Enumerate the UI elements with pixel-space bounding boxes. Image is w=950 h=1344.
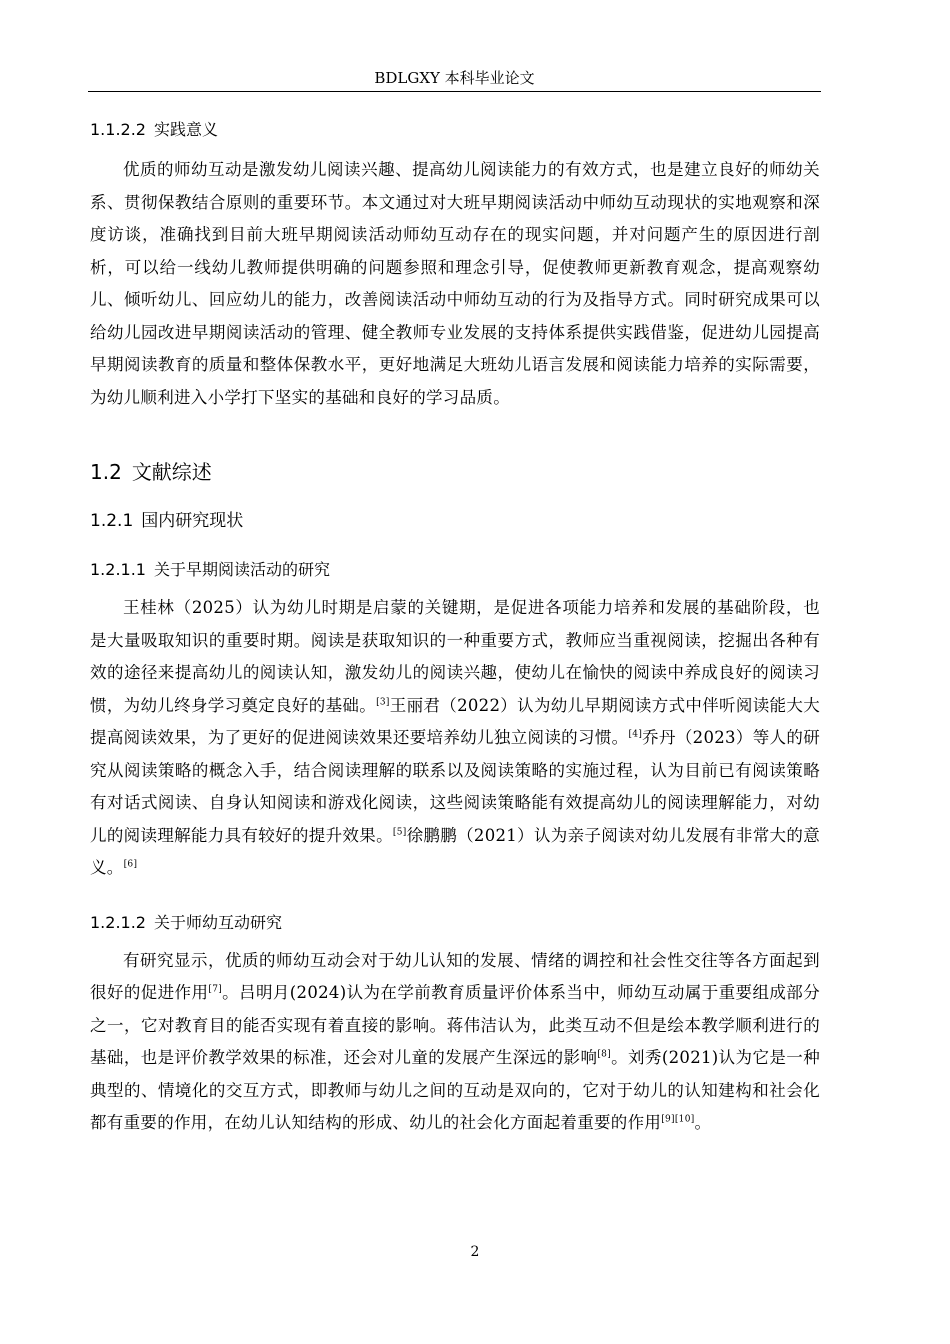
heading-number: 1.1.2.2 bbox=[90, 120, 146, 139]
running-header: BDLGXY 本科毕业论文 bbox=[374, 69, 535, 87]
text-segment: 乔丹（2023）等人的研究从阅读策略的概念入手，结合阅读理解的联系以及阅读策略的实施过程，认为目前已有阅读策略有对话式阅读、自身认知阅读和游戏化阅读，这些阅读策略能有效提高幼儿的阅读理解能力，对幼儿的阅读理解能力具有较好的提升效果。 bbox=[90, 728, 820, 845]
citation: [6] bbox=[123, 859, 138, 870]
citation: [9][10] bbox=[661, 1114, 695, 1125]
heading-number: 1.2 bbox=[90, 460, 122, 484]
text-segment: 。 bbox=[694, 1113, 712, 1132]
page-content bbox=[90, 112, 820, 1140]
heading-1-2-1-1 bbox=[90, 552, 820, 588]
paragraph-teacher-child-interaction bbox=[90, 945, 820, 1140]
header-rule bbox=[88, 91, 821, 92]
citation: [7] bbox=[208, 984, 223, 995]
heading-number: 1.2.1.2 bbox=[90, 912, 146, 932]
heading-title: 实践意义 bbox=[153, 120, 218, 139]
paragraph-early-reading bbox=[90, 592, 820, 885]
text-segment: 徐鹏鹏（2021）认为亲子阅读对幼儿发展有非常大的意义。 bbox=[90, 825, 820, 877]
heading-title: 文献综述 bbox=[131, 460, 212, 484]
heading-1-1-2-2 bbox=[90, 112, 820, 148]
heading-title: 国内研究现状 bbox=[141, 511, 244, 531]
citation: [3] bbox=[376, 697, 390, 707]
heading-1-2-1-2 bbox=[90, 905, 820, 941]
paragraph-practical-significance: 优质的师幼互动是激发幼儿阅读兴趣、提高幼儿阅读能力的有效方式，也是建立良好的师幼关系、贯彻保教结合原则的重要环节。本文通过对大班早期阅读活动中师幼互动现状的实地观察和深度访谈，准确找到目前大班早期阅读活动师幼互动存在的现实问题，并对问题产生的原因进行剖析，可以给一线幼儿教师提供明确的问题参照和理念引导，促使教师更新教育观念，提高观察幼儿、倾听幼儿、回应幼儿的能力，改善阅读活动中师幼互动的行为及指导方式。同时研究成果可以给幼儿园改进早期阅读活动的管理、健全教师专业发展的支持体系提供实践借鉴，促进幼儿园提高早期阅读教育的质量和整体保教水平，更好地满足大班幼儿语言发展和阅读能力培养的实际需要，为幼儿顺利进入小学打下坚实的基础和良好的学习品质。 bbox=[90, 160, 820, 407]
text-segment: 有研究显示，优质的师幼互动会对于幼儿认知的发展、情绪的调控和社会性交往等各方面起到很好的促进作用 bbox=[90, 950, 820, 1002]
citation: [4] bbox=[628, 729, 643, 740]
heading-title: 关于早期阅读活动的研究 bbox=[153, 560, 330, 579]
heading-number: 1.2.1.1 bbox=[90, 560, 146, 579]
heading-title: 关于师幼互动研究 bbox=[153, 912, 282, 932]
heading-1-2-1 bbox=[90, 502, 820, 540]
text-segment: 王桂林（2025）认为幼儿时期是启蒙的关键期，是促进各项能力培养和发展的基础阶段，也是大量吸取知识的重要时期。阅读是获取知识的一种重要方式，教师应当重视阅读，挖掘出各种有效的途径来提高幼儿的阅读认知，激发幼儿的阅读兴趣，使幼儿在愉快的阅读中养成良好的阅读习惯，为幼儿终身学习奠定良好的基础。 bbox=[90, 598, 820, 715]
heading-1-2 bbox=[90, 452, 820, 492]
text-segment: 。吕明月(2024)认为在学前教育质量评价体系当中，师幼互动属于重要组成部分之一，它对教育目的能否实现有着直接的影响。蒋伟洁认为，此类互动不但是绘本教学顺利进行的基础，也是评价教学效果的标准，还会对儿童的发展产生深远的影响 bbox=[90, 983, 820, 1067]
citation: [8] bbox=[597, 1049, 612, 1060]
heading-number: 1.2.1 bbox=[90, 511, 134, 531]
page-number: 2 bbox=[470, 1244, 480, 1260]
text-segment: 。刘秀(2021)认为它是一种典型的、情境化的交互方式，即教师与幼儿之间的互动是双向的，它对于幼儿的认知建构和社会化都有重要的作用，在幼儿认知结构的形成、幼儿的社会化方面起着重要的作用 bbox=[90, 1048, 820, 1132]
text-segment: 王丽君（2022）认为幼儿早期阅读方式中伴听阅读能大大提高阅读效果，为了更好的促进阅读效果还要培养幼儿独立阅读的习惯。 bbox=[90, 695, 820, 747]
citation: [5] bbox=[392, 827, 407, 837]
